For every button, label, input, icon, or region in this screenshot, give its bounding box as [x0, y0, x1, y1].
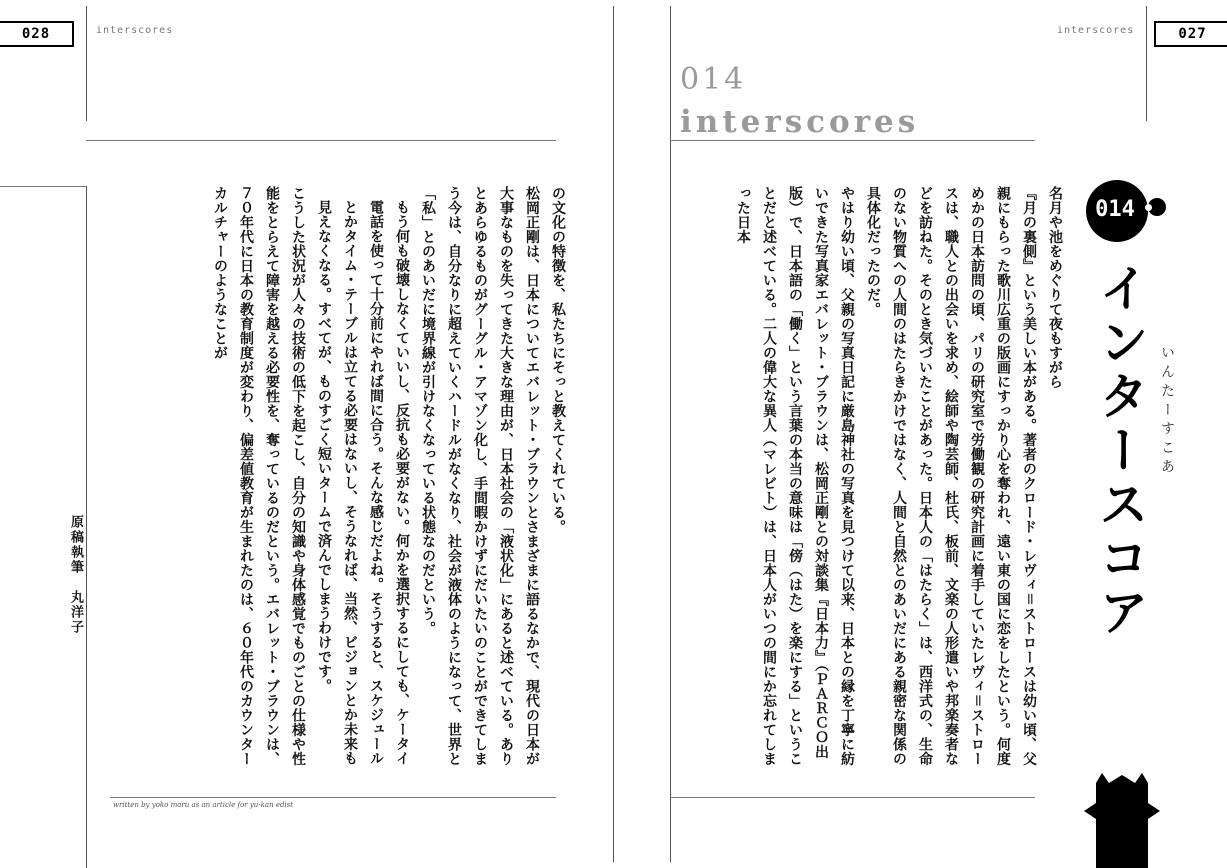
badge-dot-inner: [1145, 204, 1152, 211]
section-number: 014: [680, 62, 747, 97]
chapter-badge-number: 014: [1095, 197, 1135, 222]
left-running-head: interscores: [96, 25, 174, 36]
chapter-title: インタースコア: [1091, 262, 1150, 640]
left-bottom-rule: [110, 797, 556, 798]
spine-rule-right: [670, 6, 671, 862]
section-name: interscores: [680, 104, 920, 140]
left-page-number: 028: [0, 21, 74, 47]
right-page-number: 027: [1154, 21, 1227, 47]
right-bottom-rule: [670, 797, 1035, 798]
spine-rule-left: [613, 6, 614, 862]
crown-ornament: [1082, 773, 1162, 868]
right-body-text: [700, 186, 1068, 776]
chapter-title-ruby: いんたーすこあ: [1159, 345, 1175, 478]
left-header-divider: [86, 6, 87, 121]
left-paragraph-4: こうした状況が人々の技術の低下を起こし、自分の知識や身体感覚でものごとの仕様や性能をとらえて障害を越える必要性を、奪っているのだという。エバレット・ブラウンは、７０年代に日本の教育制度が変わり、偏差値教育が生まれたのは、６０年代のカウンターカルチャーのようなことが: [212, 186, 306, 766]
right-running-head: interscores: [1057, 25, 1135, 36]
footer-credit: written by yoko maru as an article for yu-kan edist: [113, 801, 294, 809]
left-paragraph-1: の文化の特徴を、私たちにそっと教えてくれている。: [550, 186, 566, 534]
right-paragraph-1: 『月の裏側』という美しい本がある。著者のクロード・レヴィ＝ストロースは幼い頃、父親にもらった歌川広重の版画にすっかり心を奪われ、遠い東の国に恋をしたという。何度めかの日本訪問の頃、パリの研究室で労働観の研究計画に着手していたレヴィ＝ストロースは、職人との出会いを求め、絵師や陶芸師、杜氏、板前、文楽の人形遣いや邦楽奏者などを訪ねた。そのとき気づいたことがあった。日本人の「はたらく」は、西洋式の、生命のない物質への人間のはたらきかけではなく、人間と自然とのあいだにある親密な関係の具体化だったのだ。: [865, 186, 1037, 766]
right-top-rule: [670, 140, 1035, 141]
right-header-divider: [1146, 6, 1147, 121]
left-body-text: [116, 186, 571, 766]
right-paragraph-2: やはり幼い頃、父親の写真日記に厳島神社の写真を見つけて以来、日本との縁を丁寧に紡いできた写真家エバレット・ブラウンは、松岡正剛との対談集『日本力』（ＰＡＲＣＯ出版）で、日本語の「働く」という言葉の本当の意味は「傍（はた）を楽にする」ということだと述べている。二人の偉大な異人（マレビト）は、日本人がいつの間にか忘れてしまった日本: [735, 186, 855, 766]
crown-shape: [1084, 773, 1160, 868]
chapter-badge: [1086, 180, 1148, 242]
left-top-rule: [86, 140, 556, 141]
author-credit: 原稿執筆 丸洋子: [68, 515, 83, 635]
right-paragraph-haiku: 名月や池をめぐりて夜もすがら: [1047, 186, 1063, 389]
left-paragraph-2: 松岡正剛は、日本についてエバレット・ブラウンとさまざまに語るなかで、現代の日本が大事なものを失ってきた大きな理由が、日本社会の「液状化」にあると述べている。ありとあらゆるものがグーグル・アマゾン化し、手間暇かけずにだいたいのことができてしまう今は、自分なりに超えていくハードルがなくなり、社会が液体のようになって、世界と「私」とのあいだに境界線が引けなくなっている状態なのだという。: [420, 186, 540, 766]
left-margin-tick: [0, 186, 86, 187]
left-paragraph-3: もう何も破壊しなくていいし、反抗も必要がない。何かを選択するにしても、ケータイ電話を使って十分前にやれば間に合う。そんな感じだよね。そうすると、スケジュールとかタイム・テーブルは立てる必要はないし、そうなれば、当然、ビジョンとか未来も見えなくなる。すべてが、ものすごく短いタームで済んでしまうわけです。: [316, 200, 410, 766]
